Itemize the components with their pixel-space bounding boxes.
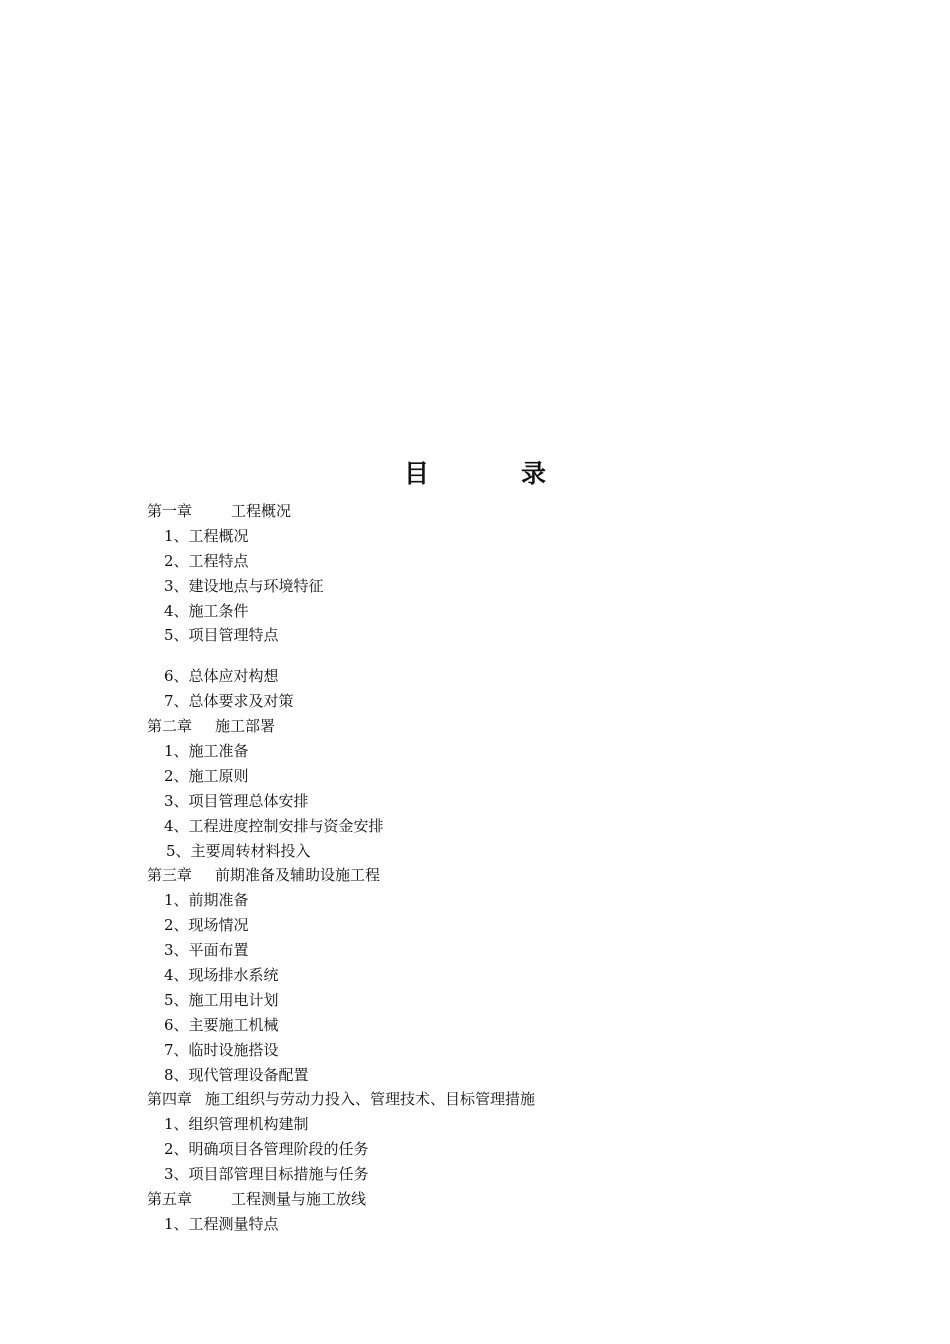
toc-section: 5、施工用电计划 (164, 990, 279, 1009)
toc-section: 2、明确项目各管理阶段的任务 (164, 1140, 369, 1159)
toc-chapter-5 (147, 1187, 847, 1212)
toc-section: 1、前期准备 (164, 891, 249, 910)
toc-section: 1、施工准备 (164, 742, 249, 761)
toc-section: 2、工程特点 (164, 551, 249, 570)
toc-section: 6、总体应对构想 (164, 667, 279, 686)
toc-section: 3、建设地点与环境特征 (164, 576, 324, 595)
chapter-number: 第二章 (147, 717, 193, 736)
chapter-number: 第五章 (147, 1190, 193, 1209)
chapter-number: 第三章 (147, 866, 193, 885)
chapter-number: 第一章 (147, 502, 193, 520)
toc-section: 3、项目管理总体安排 (164, 791, 309, 810)
toc-section: 5、项目管理特点 (164, 626, 279, 645)
toc-chapter-1 (147, 499, 847, 524)
toc-section: 4、工程进度控制安排与资金安排 (164, 816, 384, 835)
table-of-contents (147, 499, 847, 1237)
chapter-title: 施工组织与劳动力投入、管理技术、目标管理措施 (205, 1090, 536, 1109)
toc-section: 2、施工原则 (164, 766, 249, 785)
chapter-number: 第四章 (147, 1090, 193, 1109)
toc-title-char-1: 目 (403, 459, 429, 488)
toc-title-char-2: 录 (521, 459, 547, 488)
toc-section: 2、现场情况 (164, 916, 249, 935)
toc-chapter-3 (147, 863, 847, 888)
toc-section: 3、平面布置 (164, 941, 249, 960)
toc-section: 7、总体要求及对策 (164, 692, 294, 711)
toc-section: 1、工程概况 (164, 526, 249, 545)
toc-title (0, 457, 950, 491)
toc-section: 6、主要施工机械 (164, 1015, 279, 1034)
toc-section: 4、现场排水系统 (164, 966, 279, 985)
chapter-title: 工程测量与施工放线 (231, 1190, 367, 1209)
toc-section: 1、组织管理机构建制 (164, 1115, 309, 1134)
blank-line (147, 648, 847, 664)
toc-section: 7、临时设施搭设 (164, 1040, 279, 1059)
toc-section: 5、主要周转材料投入 (166, 841, 311, 860)
chapter-title: 前期准备及辅助设施工程 (215, 866, 381, 885)
toc-section: 1、工程测量特点 (164, 1214, 279, 1233)
toc-section: 4、施工条件 (164, 601, 249, 620)
toc-chapter-2 (147, 714, 847, 739)
toc-section: 3、项目部管理目标措施与任务 (164, 1165, 369, 1184)
chapter-title: 施工部署 (215, 717, 276, 736)
toc-chapter-4 (147, 1087, 847, 1112)
chapter-title: 工程概况 (231, 502, 292, 520)
toc-section: 8、现代管理设备配置 (164, 1065, 309, 1084)
